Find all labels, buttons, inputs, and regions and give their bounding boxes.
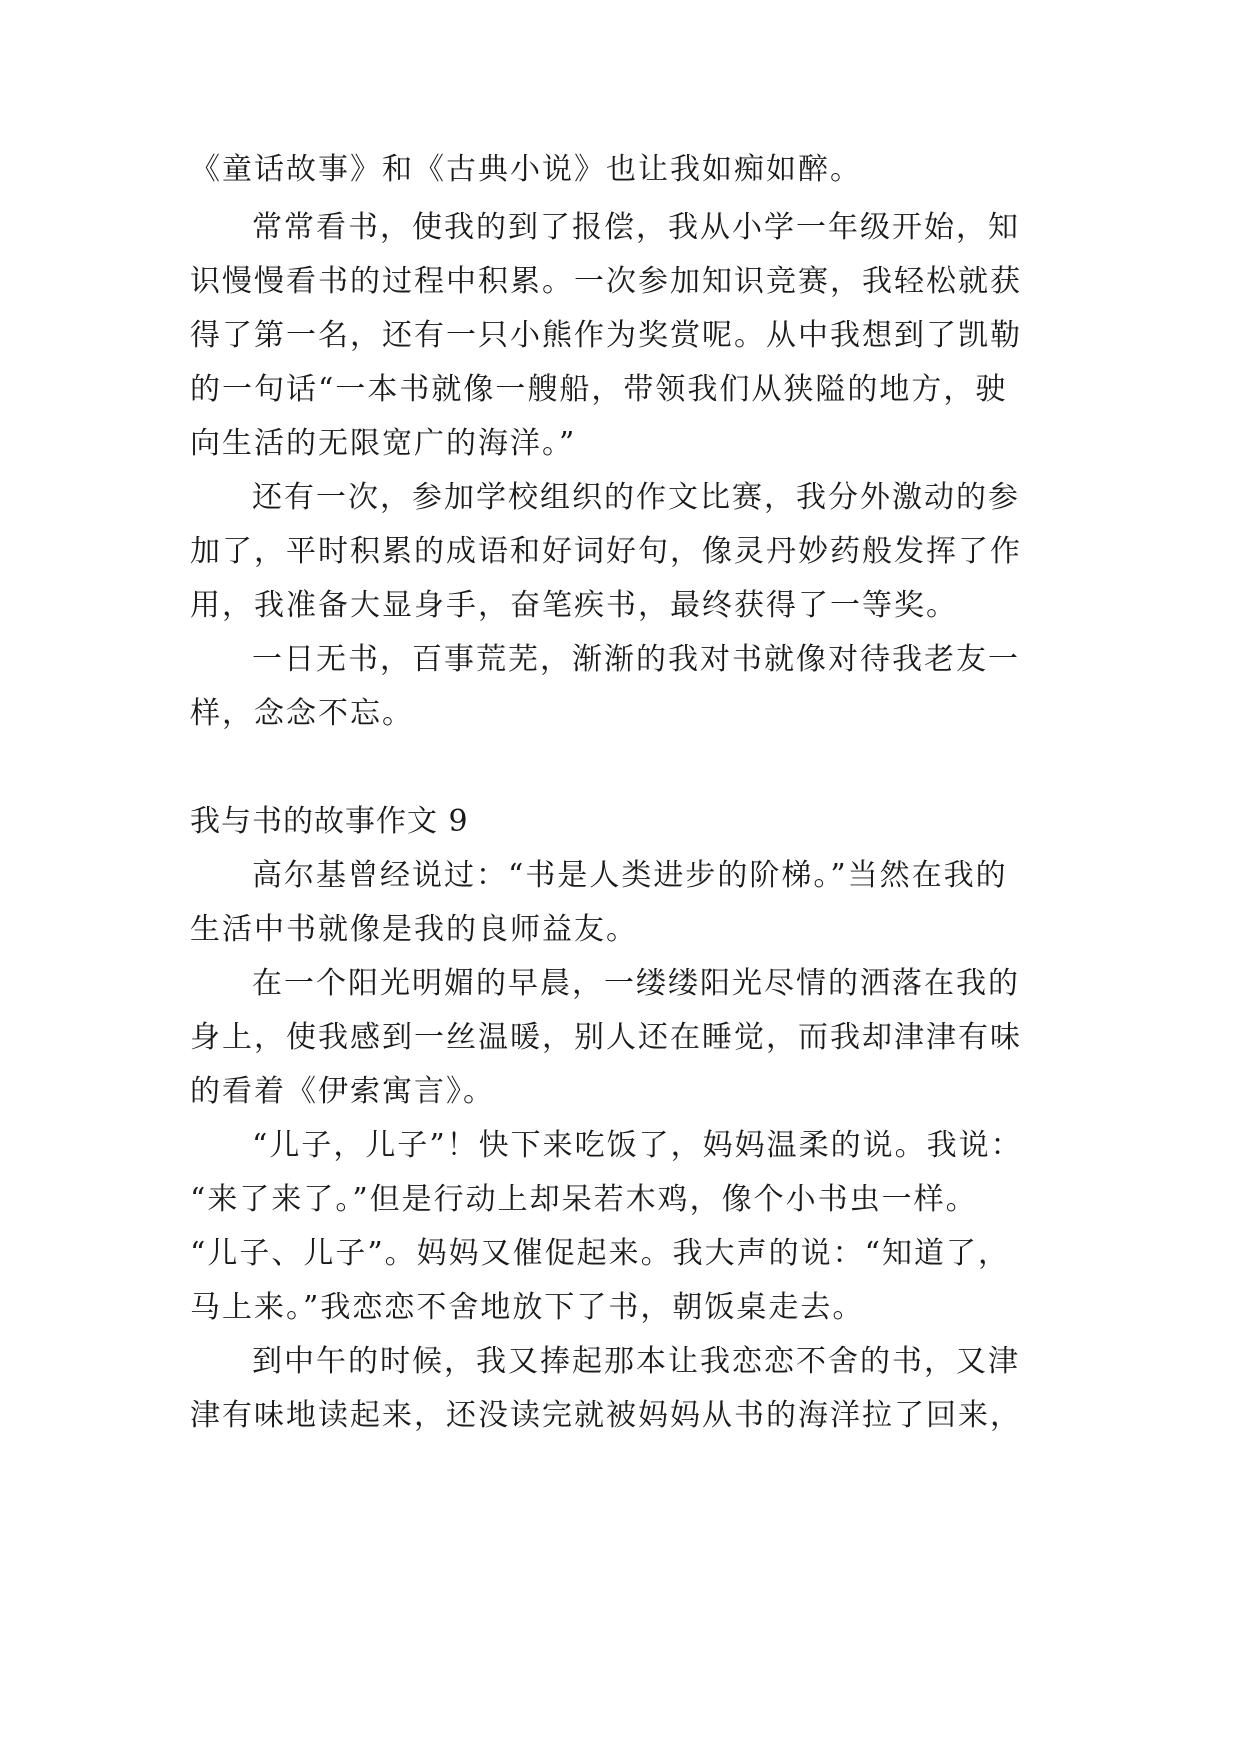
paragraph-start-line: 一日无书，百事荒芜，渐渐的我对书就像对待我老友一 <box>252 642 1020 677</box>
text-line: 加了，平时积累的成语和好词好句，像灵丹妙药般发挥了作 <box>190 534 1022 569</box>
paragraph-start-line: 还有一次，参加学校组织的作文比赛，我分外激动的参 <box>252 480 1020 515</box>
text-line: 识慢慢看书的过程中积累。一次参加知识竞赛，我轻松就获 <box>190 264 1022 299</box>
text-line: 生活中书就像是我的良师益友。 <box>190 912 638 947</box>
text-line: 向生活的无限宽广的海洋。” <box>190 426 577 461</box>
paragraph-start-line: 高尔基曾经说过：“书是人类进步的阶梯。”当然在我的 <box>252 858 1008 893</box>
text-line: 的看着《伊索寓言》。 <box>190 1074 495 1109</box>
text-line: 身上，使我感到一丝温暖，别人还在睡觉，而我却津津有味 <box>190 1020 1022 1055</box>
text-line: “儿子、儿子”。妈妈又催促起来。我大声的说：“知道了， <box>190 1236 1011 1271</box>
paragraph-start-line: 到中午的时候，我又捧起那本让我恋恋不舍的书，又津 <box>252 1344 1020 1379</box>
text-line: 得了第一名，还有一只小熊作为奖赏呢。从中我想到了凯勒 <box>190 318 1022 353</box>
text-line: 《童话故事》和《古典小说》也让我如痴如醉。 <box>190 152 862 187</box>
text-line: 的一句话“一本书就像一艘船，带领我们从狭隘的地方，驶 <box>190 372 1008 407</box>
text-line: “来了来了。”但是行动上却呆若木鸡，像个小书虫一样。 <box>190 1182 978 1217</box>
section-title: 我与书的故事作文 9 <box>190 804 469 839</box>
paragraph-start-line: 常常看书，使我的到了报偿，我从小学一年级开始，知 <box>252 210 1020 245</box>
text-line: 用，我准备大显身手，奋笔疾书，最终获得了一等奖。 <box>190 588 958 623</box>
text-line: 津有味地读起来，还没读完就被妈妈从书的海洋拉了回来， <box>190 1398 1022 1433</box>
text-line: 马上来。”我恋恋不舍地放下了书，朝饭桌走去。 <box>190 1290 865 1325</box>
text-line: 样，念念不忘。 <box>190 696 414 731</box>
paragraph-start-line: 在一个阳光明媚的早晨，一缕缕阳光尽情的洒落在我的 <box>252 966 1020 1001</box>
paragraph-start-line: “儿子，儿子”！快下来吃饭了，妈妈温柔的说。我说： <box>252 1128 1023 1163</box>
